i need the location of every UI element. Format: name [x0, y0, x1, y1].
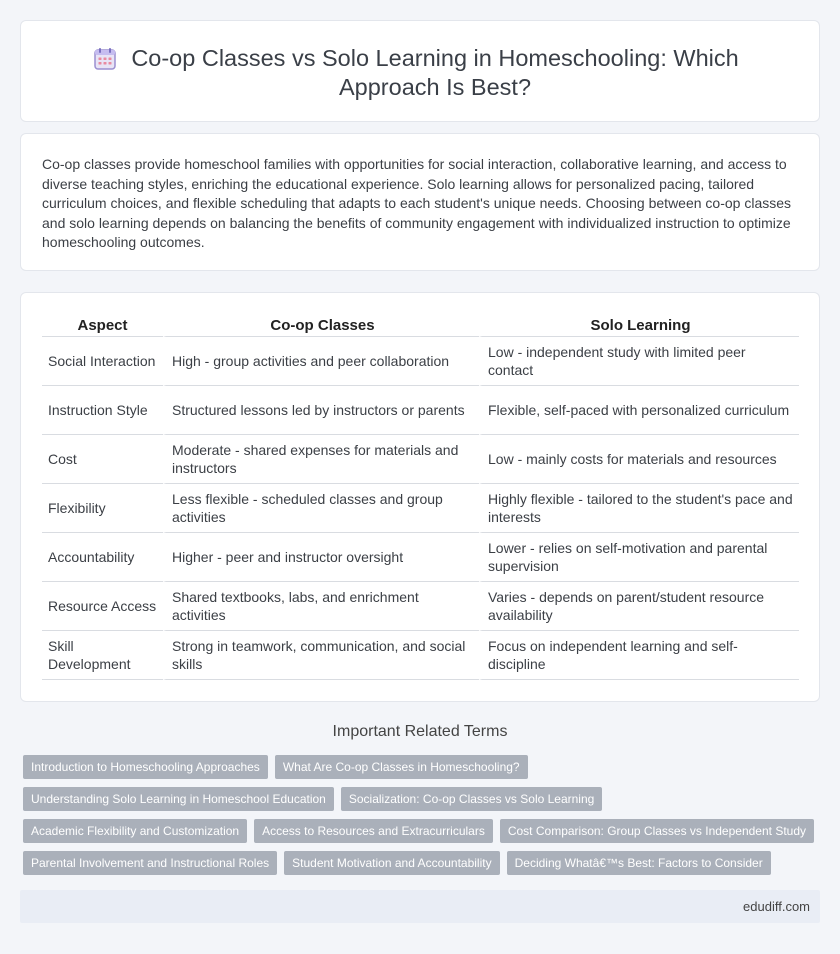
- related-term-link[interactable]: Introduction to Homeschooling Approaches: [23, 755, 268, 779]
- solo-cell: Flexible, self-paced with personalized curriculum: [479, 386, 799, 435]
- column-header: Co-op Classes: [163, 313, 479, 337]
- coop-cell: Moderate - shared expenses for materials and instructors: [163, 435, 479, 484]
- table-row: [42, 582, 799, 631]
- footer: [20, 890, 820, 923]
- related-term-link[interactable]: Academic Flexibility and Customization: [23, 819, 247, 843]
- aspect-cell: Accountability: [42, 533, 163, 582]
- aspect-cell: Instruction Style: [42, 386, 163, 435]
- aspect-cell: Skill Development: [42, 631, 163, 680]
- solo-cell: Lower - relies on self-motivation and parental supervision: [479, 533, 799, 582]
- table-row: [42, 337, 799, 386]
- solo-cell: Low - independent study with limited peer contact: [479, 337, 799, 386]
- solo-cell: Varies - depends on parent/student resource availability: [479, 582, 799, 631]
- intro-paragraph: Co-op classes provide homeschool families with opportunities for social interaction, collaborative learning, and access to diverse teaching styles, enriching the educational experience. Solo learning allows for personalized pacing, tailored curriculum choices, and flexible scheduling that adapts to each student's unique needs. Choosing between co-op classes and solo learning depends on balancing the benefits of community engagement with individualized instruction to optimize homeschooling outcomes.: [42, 156, 792, 250]
- column-header: Aspect: [42, 313, 163, 337]
- related-term-link[interactable]: Student Motivation and Accountability: [284, 851, 499, 875]
- coop-cell: Higher - peer and instructor oversight: [163, 533, 479, 582]
- table-row: [42, 435, 799, 484]
- intro-card: [20, 133, 820, 271]
- related-terms-list: [23, 755, 823, 883]
- table-row: [42, 484, 799, 533]
- footer-site-link[interactable]: edudiff.com: [743, 899, 810, 914]
- coop-cell: High - group activities and peer collaboration: [163, 337, 479, 386]
- related-term-link[interactable]: Socialization: Co-op Classes vs Solo Learning: [341, 787, 602, 811]
- related-term-link[interactable]: Deciding Whatâ€™s Best: Factors to Consider: [507, 851, 771, 875]
- comparison-card: [20, 292, 820, 702]
- related-term-link[interactable]: Cost Comparison: Group Classes vs Independent Study: [500, 819, 814, 843]
- solo-cell: Highly flexible - tailored to the student's pace and interests: [479, 484, 799, 533]
- solo-cell: Low - mainly costs for materials and resources: [479, 435, 799, 484]
- aspect-cell: Resource Access: [42, 582, 163, 631]
- aspect-cell: Social Interaction: [42, 337, 163, 386]
- aspect-cell: Cost: [42, 435, 163, 484]
- coop-cell: Less flexible - scheduled classes and group activities: [163, 484, 479, 533]
- related-term-link[interactable]: What Are Co-op Classes in Homeschooling?: [275, 755, 528, 779]
- table-row: [42, 533, 799, 582]
- coop-cell: Shared textbooks, labs, and enrichment activities: [163, 582, 479, 631]
- related-term-link[interactable]: Parental Involvement and Instructional Roles: [23, 851, 277, 875]
- solo-cell: Focus on independent learning and self-discipline: [479, 631, 799, 680]
- related-term-link[interactable]: Access to Resources and Extracurriculars: [254, 819, 493, 843]
- page-title: Co-op Classes vs Solo Learning in Homeschooling: Which Approach Is Best?: [131, 45, 739, 100]
- table-row: [42, 631, 799, 680]
- coop-cell: Structured lessons led by instructors or parents: [163, 386, 479, 435]
- related-term-link[interactable]: Understanding Solo Learning in Homeschool Education: [23, 787, 334, 811]
- coop-cell: Strong in teamwork, communication, and social skills: [163, 631, 479, 680]
- aspect-cell: Flexibility: [42, 484, 163, 533]
- comparison-table: [42, 313, 799, 680]
- column-header: Solo Learning: [479, 313, 799, 337]
- title-card: [20, 20, 820, 122]
- table-header-row: [42, 313, 799, 337]
- table-row: [42, 386, 799, 435]
- related-terms-heading: Important Related Terms: [332, 723, 508, 740]
